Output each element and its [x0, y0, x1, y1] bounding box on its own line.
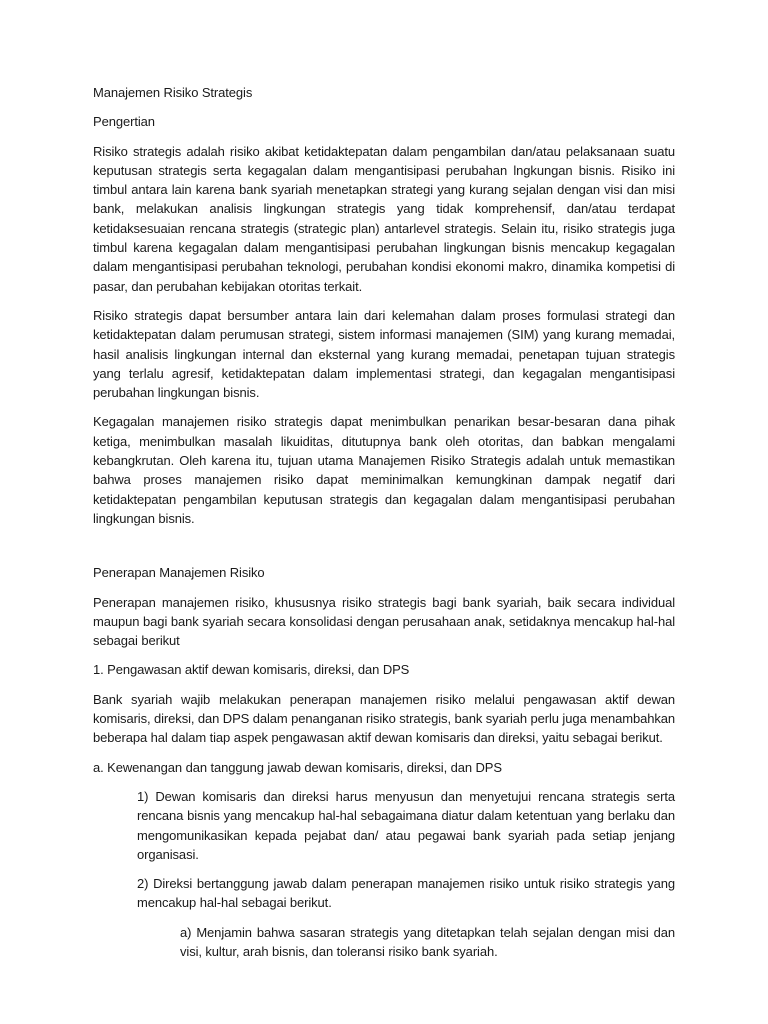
document-page: [93, 83, 675, 971]
sub-item-a-2: 2) Direksi bertanggung jawab dalam penerapan manajemen risiko untuk risiko strategis yang mencakup hal-hal sebagai berikut.: [137, 876, 675, 911]
section-heading-penerapan: Penerapan Manajemen Risiko: [93, 565, 265, 581]
list-item-heading-1: 1. Pengawasan aktif dewan komisaris, direksi, dan DPS: [93, 662, 410, 678]
paragraph-failure: Kegagalan manajemen risiko strategis dapat menimbulkan penarikan besar-besaran dana pihak ketiga, menimbulkan masalah likuiditas, ditutupnya bank oleh otoritas, dan babkan mengalami kebangkrutan. Oleh karena itu, tujuan utama Manajemen Risiko Strategis adalah untuk memastikan bahwa proses manajemen risiko dapat meminimalkan kemungkinan dampak negatif dari ketidaktepatan pengambilan keputusan strategis dan kegagalan dalam mengantisipasi perubahan lingkungan bisnis.: [93, 414, 675, 526]
paragraph-item1: Bank syariah wajib melakukan penerapan manajemen risiko melalui pengawasan aktif dewan komisaris, direksi, dan DPS dalam penanganan risiko strategis, bank syariah perlu juga menambahkan beberapa hal dalam tiap aspek pengawasan aktif dewan komisaris dan direksi, yaitu sebagai berikut.: [93, 691, 676, 746]
section-heading-pengertian: Pengertian: [93, 114, 155, 130]
paragraph-definition: Risiko strategis adalah risiko akibat ketidaktepatan dalam pengambilan dan/atau pelaksanaan suatu keputusan strategis serta kegagalan dalam mengantisipasi perubahan lngkungan bisnis. Risiko ini timbul antara lain karena bank syariah menetapkan strategi yang kurang sejalan dengan visi dan misi bank, melakukan analisis lingkungan strategis yang tidak komprehensif, dan/atau terdapat ketidaksesuaian rencana strategis (strategic plan) antarlevel strategis. Selain itu, risiko strategis juga timbul karena kegagalan dalam mengantisipasi perubahan lingkungan bisnis mencakup kegagalan dalam mengantisipasi perubahan teknologi, perubahan kondisi ekonomi makro, dinamika kompetisi di pasar, dan perubahan kebijakan otoritas terkait.: [93, 143, 675, 294]
sub-item-heading-a: a. Kewenangan dan tanggung jawab dewan komisaris, direksi, dan DPS: [93, 759, 502, 775]
paragraph-penerapan-intro: Penerapan manajemen risiko, khususnya risiko strategis bagi bank syariah, baik secara individual maupun bagi bank syariah secara konsolidasi dengan perusahaan anak, setidaknya mencakup hal-hal sebagai berikut: [93, 594, 675, 649]
sub-item-a-2-a: a) Menjamin bahwa sasaran strategis yang ditetapkan telah sejalan dengan misi dan visi, kultur, arah bisnis, dan toleransi risiko bank syariah.: [180, 924, 675, 959]
section-spacer: [93, 538, 675, 563]
document-title: Manajemen Risiko Strategis: [93, 85, 253, 100]
paragraph-sources: Risiko strategis dapat bersumber antara lain dari kelemahan dalam proses formulasi strategi dan ketidaktepatan dalam perumusan strategi, sistem informasi manajemen (SIM) yang kurang memadai, hasil analisis lingkungan internal dan eksternal yang kurang memadai, penetapan tujuan strategis yang terlalu agresif, ketidaktepatan dalam implementasi strategi, dan kegagalan mengantisipasi perubahan lingkungan bisnis.: [93, 307, 675, 401]
sub-item-a-1: 1) Dewan komisaris dan direksi harus menyusun dan menyetujui rencana strategis serta rencana bisnis yang mencakup hal-hal sebagaimana diatur dalam ketentuan yang berlaku dan mengomunikasikan kepada pejabat dan/ atau pegawai bank syariah pada setiap jenjang organisasi.: [137, 788, 675, 862]
